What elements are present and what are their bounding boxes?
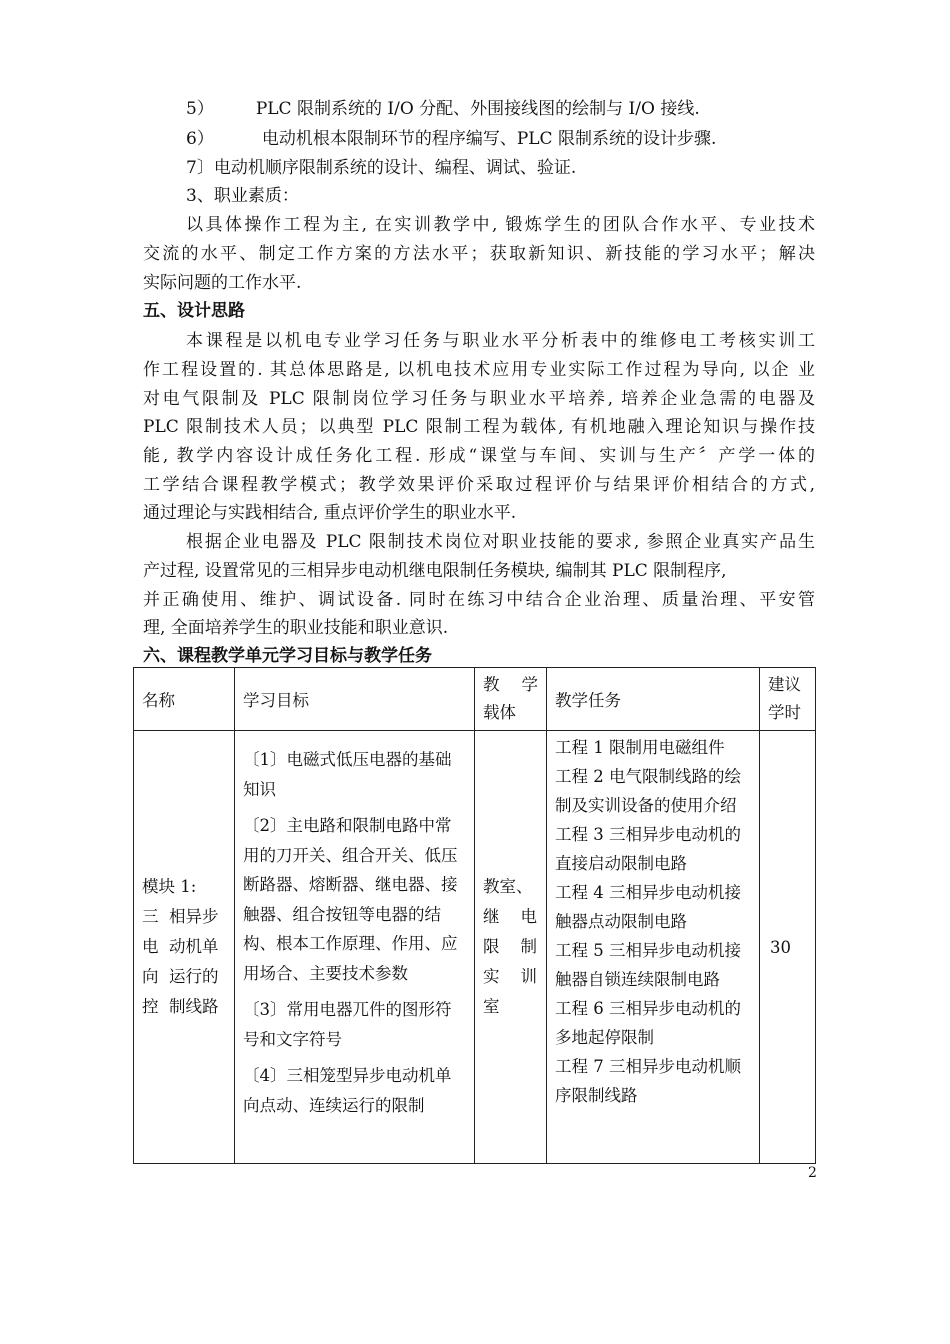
- design-para-line: 本课程是以机电专业学习任务与职业水平分析表中的维修电工考核实训工: [186, 331, 815, 351]
- carrier-wrap: [475, 731, 546, 1163]
- design-para-line: 对电气限制及 PLC 限制岗位学习任务与职业水平培养, 培养企业急需的电器及: [143, 389, 815, 409]
- quality-heading: 3、职业素质：: [186, 186, 299, 206]
- list-item-6: [186, 129, 716, 149]
- carrier-line: 室: [483, 997, 500, 1016]
- header-label: 载体: [483, 703, 516, 722]
- list-item-7: [186, 158, 576, 178]
- teaching-units-table: [133, 667, 816, 1164]
- goal-item: 〔1〕电磁式低压电器的基础知识: [243, 750, 452, 799]
- carrier-line: 教室、: [483, 877, 533, 896]
- carrier: [483, 872, 537, 1022]
- hours-value: 30: [770, 937, 791, 957]
- design-para2-line: 理, 全面培养学生的职业技能和职业意识.: [143, 618, 449, 638]
- design-para-line: PLC 限制技术人员；以典型 PLC 限制工程为载体, 有机地融入理论知识与操作技: [143, 417, 815, 437]
- table-header-row: [134, 668, 816, 731]
- header-label: 教学任务: [555, 691, 621, 710]
- table-row: [134, 731, 816, 1164]
- header-label: 名称: [142, 691, 175, 710]
- header-name: [134, 668, 235, 731]
- task-item: 工程 3 三相异步电动机的直接启动限制电路: [555, 825, 741, 873]
- header-goals: [235, 668, 475, 731]
- header-label: 建议: [768, 675, 801, 694]
- section-5-title: 五、设计思路: [143, 301, 245, 321]
- list-text: 电动机根本限制环节的程序编写、PLC 限制系统的设计步骤.: [261, 129, 717, 149]
- header-label-stack: [475, 668, 546, 730]
- list-number: 6）: [186, 129, 214, 149]
- task-item: 工程 7 三相异步电动机顺序限制线路: [555, 1057, 741, 1105]
- module-name-line: 控 制线路: [142, 997, 219, 1016]
- list-text: PLC 限制系统的 I/O 分配、外围接线图的绘制与 I/O 接线.: [255, 99, 700, 119]
- design-para2-line: 根据企业电器及 PLC 限制技术岗位对职业技能的要求, 参照企业真实产品生: [186, 532, 815, 552]
- quality-para-line: 以具体操作工程为主, 在实训教学中, 锻炼学生的团队合作水平、专业技术: [186, 215, 815, 235]
- design-para-line: 能, 教学内容设计成任务化工程. 形成“课堂与车间、实训与生产〞产学一体的: [143, 446, 815, 466]
- header-label-stack: [760, 668, 815, 730]
- list-text: 电动机顺序限制系统的设计、编程、调试、验证.: [213, 158, 577, 178]
- goal-item: 〔3〕常用电器兀件的图形符号和文字符号: [243, 1000, 452, 1049]
- design-para-line: 通过理论与实践相结合, 重点评价学生的职业水平.: [143, 503, 517, 523]
- task-item: 工程 1 限制用电磁组件: [555, 738, 725, 757]
- learning-goals: [235, 731, 474, 1163]
- section-6-title: 六、课程教学单元学习目标与教学任务: [143, 646, 432, 666]
- design-para2-line: 并正确使用、维护、调试设备. 同时在练习中结合企业治理、质量治理、平安管: [143, 590, 815, 610]
- list-number: 7〕: [186, 158, 214, 178]
- goal-item: 〔2〕主电路和限制电路中常用的刀开关、组合开关、低压断路器、熔断器、继电器、接触器、组合按钮等电器的结构、根本工作原理、作用、应用场合、主要技术参数: [243, 816, 458, 983]
- hours-cell: [760, 731, 816, 1164]
- header-tasks: [547, 668, 760, 731]
- design-para2-line: 产过程, 设置常见的三相异步电动机继电限制任务模块, 编制其 PLC 限制程序,: [143, 561, 727, 581]
- page-number: 2: [808, 1165, 817, 1181]
- module-name-line: 电 动机单: [142, 937, 219, 956]
- learning-goals-cell: [235, 731, 475, 1164]
- task-item: 工程 6 三相异步电动机的多地起停限制: [555, 999, 741, 1047]
- header-hours: [760, 668, 816, 731]
- module-name-wrap: [134, 731, 234, 1163]
- carrier-cell: [475, 731, 547, 1164]
- module-name-line: 模块 1:: [142, 877, 197, 896]
- carrier-line: 限 制: [483, 937, 537, 956]
- task-item: 工程 4 三相异步电动机接触器点动限制电路: [555, 883, 741, 931]
- header-label: 学习目标: [243, 691, 309, 710]
- list-item-5: [186, 99, 700, 119]
- task-item: 工程 5 三相异步电动机接触器自锁连续限制电路: [555, 941, 741, 989]
- carrier-line: 实 训: [483, 967, 537, 986]
- header-label: 教 学: [483, 675, 538, 694]
- module-name-cell: [134, 731, 235, 1164]
- header-carrier: [475, 668, 547, 731]
- goal-item: 〔4〕三相笼型异步电动机单向点动、连续运行的限制: [243, 1066, 452, 1115]
- list-number: 5）: [186, 99, 214, 119]
- design-para-line: 工学结合课程教学模式；教学效果评价采取过程评价与结果评价相结合的方式,: [143, 475, 815, 495]
- carrier-line: 继 电: [483, 907, 537, 926]
- teaching-tasks-cell: [547, 731, 760, 1164]
- task-item: 工程 2 电气限制线路的绘制及实训设备的使用介绍: [555, 767, 741, 815]
- module-name: [142, 872, 219, 1022]
- quality-para-line: 实际问题的工作水平.: [143, 273, 302, 293]
- teaching-tasks: [547, 731, 759, 1163]
- module-name-line: 三 相异步: [142, 907, 219, 926]
- module-name-line: 向 运行的: [142, 967, 219, 986]
- header-label: 学时: [768, 703, 801, 722]
- quality-para-line: 交流的水平、制定工作方案的方法水平；获取新知识、新技能的学习水平；解决: [143, 244, 815, 264]
- design-para-line: 作工程设置的. 其总体思路是, 以机电技术应用专业实际工作过程为导向, 以企 业: [143, 360, 815, 380]
